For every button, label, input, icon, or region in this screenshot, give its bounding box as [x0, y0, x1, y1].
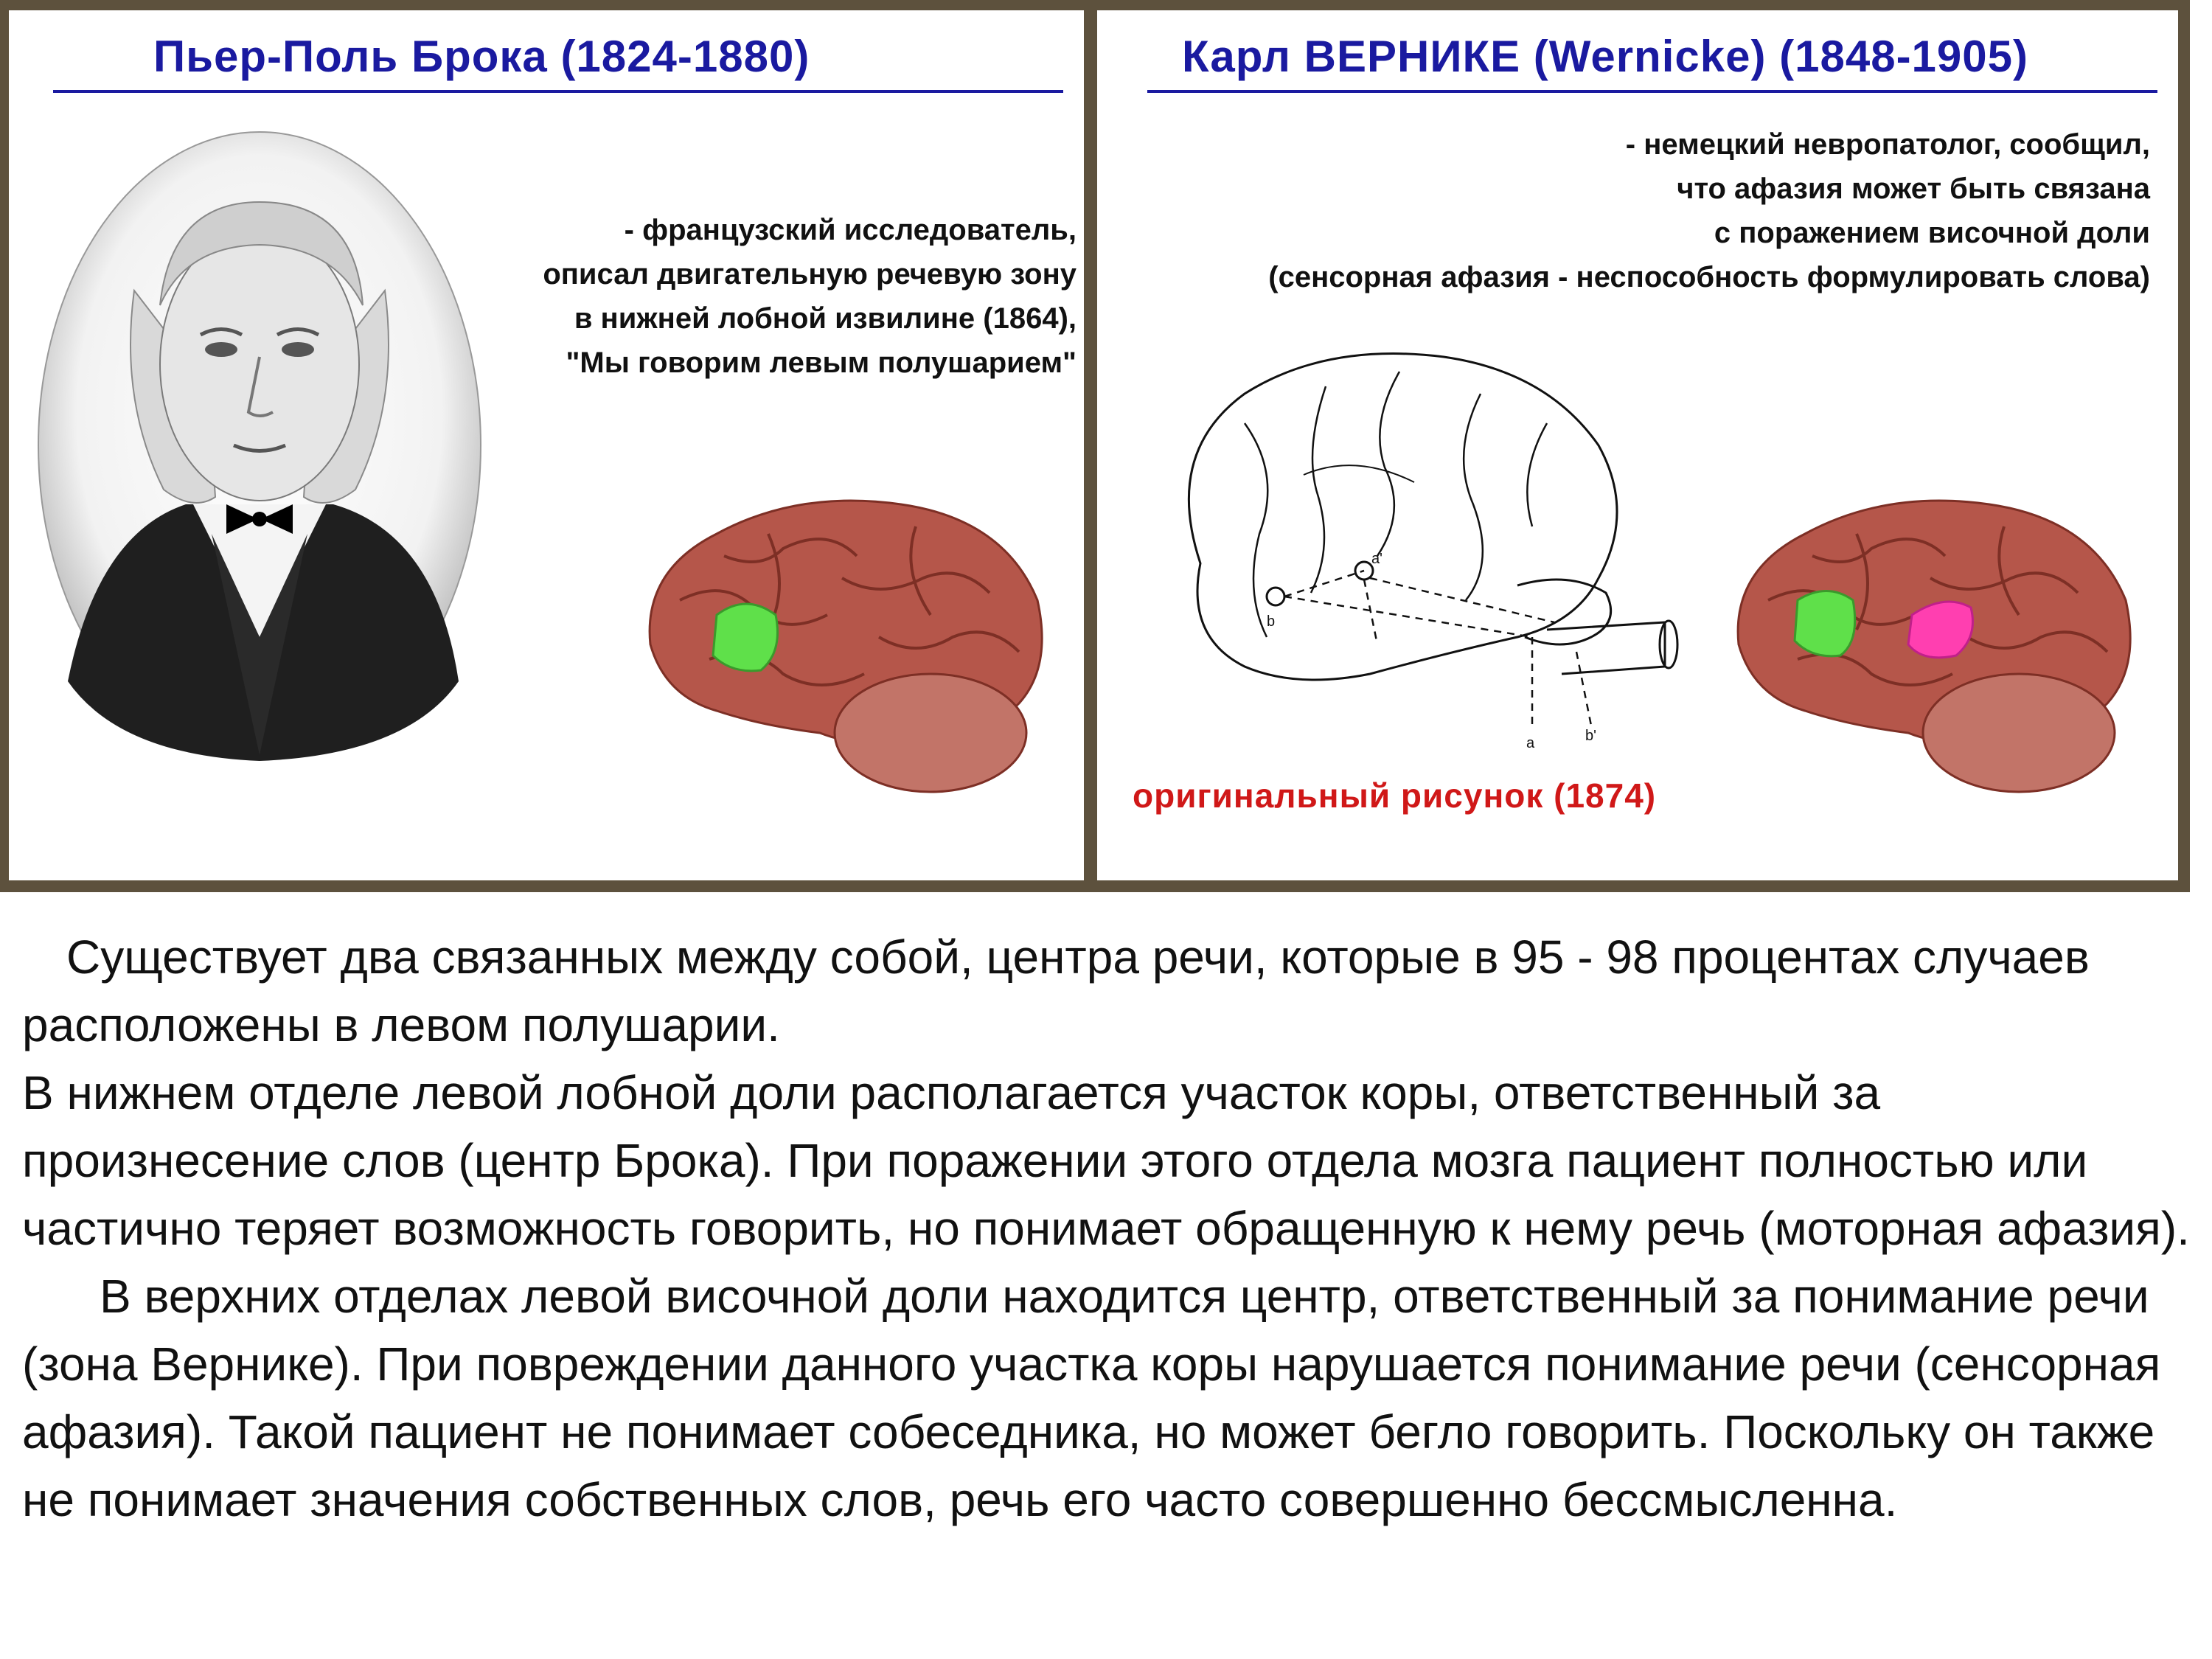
diagram-label: a' — [1371, 551, 1382, 567]
diagram-label: a — [1526, 735, 1535, 751]
paragraph: В верхних отделах левой височной доли находится центр, ответственный за понимание речи (зона Вернике). При повреждении данного участка коры нарушается понимание речи (сенсорная афазия). Такой пациент не понимает собеседника, но может бегло говорить. Поскольку он также не понимает значения собственных слов, речь его часто совершенно бессмысленна. — [22, 1270, 2161, 1526]
broca-brain-image — [636, 490, 1056, 807]
broca-panel — [9, 10, 1084, 880]
wernicke-desc-line: что афазия может быть связана — [1677, 173, 2150, 205]
broca-desc-line: - французский исследователь, — [624, 214, 1077, 246]
broca-description — [543, 208, 1077, 385]
wernicke-title: Карл ВЕРНИКЕ (Wernicke) (1848-1905) — [1182, 32, 2029, 81]
wernicke-panel — [1097, 10, 2178, 880]
wernicke-description — [1268, 122, 2150, 299]
wernicke-original-drawing — [1134, 342, 1724, 785]
diagram-label: b — [1267, 613, 1276, 630]
wernicke-desc-line: - немецкий невропатолог, сообщил, — [1625, 128, 2150, 161]
paragraph: В нижнем отделе левой лобной доли располагается участок коры, ответственный за произнесение слов (центр Брока). При поражении этого отдела мозга пациент полностью или частично теряет возможность говорить, но понимает обращенную к нему речь (моторная афазия). — [22, 1066, 2190, 1255]
wernicke-desc-line: с поражением височной доли — [1714, 217, 2150, 249]
broca-area-highlight — [1795, 591, 1855, 656]
body-text — [22, 923, 2197, 1534]
drawing-caption: оригинальный рисунок (1874) — [1133, 776, 1657, 815]
wernicke-desc-line: (сенсорная афазия - неспособность формулировать слова) — [1268, 261, 2150, 293]
broca-desc-line: "Мы говорим левым полушарием" — [566, 347, 1077, 379]
broca-desc-line: в нижней лобной извилине (1864), — [574, 302, 1077, 335]
broca-area-highlight — [713, 604, 778, 671]
broca-portrait — [24, 121, 495, 770]
wernicke-brain-image — [1724, 490, 2152, 807]
paragraph: Существует два связанных между собой, центра речи, которые в 95 - 98 процентах случаев расположены в левом полушарии. — [22, 931, 2090, 1051]
broca-title-rule — [53, 90, 1063, 93]
wernicke-area-highlight — [1908, 602, 1973, 658]
wernicke-title-rule — [1147, 90, 2157, 93]
diagram-label: b' — [1585, 728, 1596, 744]
broca-title: Пьер-Поль Брока (1824-1880) — [153, 32, 810, 81]
broca-desc-line: описал двигательную речевую зону — [543, 258, 1077, 291]
